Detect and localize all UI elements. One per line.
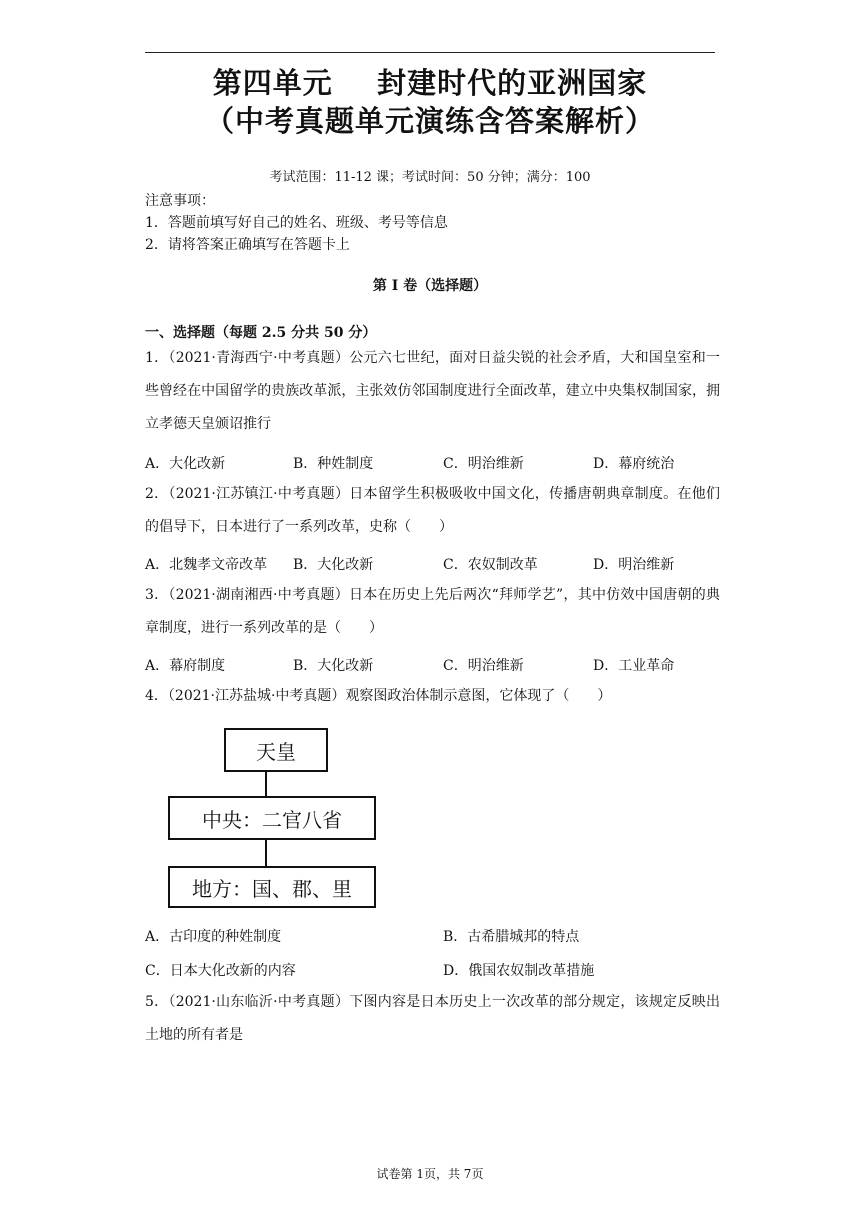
question-5: 5．（2021·山东临沂·中考真题）下图内容是日本历史上一次改革的部分规定，该规定反映出土地的所有者是: [145, 994, 720, 1043]
option-d[interactable]: D．俄国农奴制改革措施: [443, 963, 595, 979]
option-a[interactable]: A．幕府制度: [145, 658, 226, 674]
option-d[interactable]: D．明治维新: [593, 557, 675, 573]
exam-info: 考试范围：11-12 课；考试时间：50 分钟；满分：100: [269, 170, 591, 185]
page-title-line1: 第四单元 封建时代的亚洲国家: [212, 66, 648, 100]
section-heading: 一、选择题（每题 2.5 分共 50 分）: [145, 325, 377, 341]
option-a[interactable]: A．古印度的种姓制度: [145, 929, 282, 945]
question-2: 2．（2021·江苏镇江·中考真题）日本留学生积极吸收中国文化，传播唐朝典章制度。在他们的倡导下，日本进行了一系列改革，史称（ ）: [145, 486, 720, 535]
option-c[interactable]: C．明治维新: [443, 456, 524, 472]
question-1: 1．（2021·青海西宁·中考真题）公元六七世纪，面对日益尖锐的社会矛盾，大和国皇室和一些曾经在中国留学的贵族改革派，主张效仿邻国制度进行全面改革，建立中央集权制国家，拥立孝德天皇颁诏推行: [145, 350, 720, 432]
option-b[interactable]: B．种姓制度: [293, 456, 374, 472]
option-c[interactable]: C．农奴制改革: [443, 557, 538, 573]
notes-item: 1．答题前填写好自己的姓名、班级、考号等信息: [145, 215, 448, 231]
question-2-options: [145, 554, 720, 576]
notes-section: [145, 190, 725, 256]
option-a[interactable]: A．北魏孝文帝改革: [145, 557, 268, 573]
top-rule: [145, 52, 715, 53]
question-3: 3．（2021·湖南湘西·中考真题）日本在历史上先后两次“拜师学艺”，其中仿效中国唐朝的典章制度，进行一系列改革的是（ ）: [145, 587, 720, 636]
option-a[interactable]: A．大化改新: [145, 456, 226, 472]
diagram-box-central: 中央：二官八省: [168, 796, 376, 840]
political-system-diagram: [160, 720, 380, 910]
option-c[interactable]: C．日本大化改新的内容: [145, 963, 296, 979]
question-3-options: [145, 655, 720, 677]
option-b[interactable]: B．大化改新: [293, 557, 374, 573]
question-4-options-row2: [145, 960, 720, 982]
diagram-box-emperor: 天皇: [224, 728, 328, 772]
notes-heading: 注意事项：: [145, 193, 215, 209]
diagram-box-local: 地方：国、郡、里: [168, 866, 376, 908]
diagram-connector: [265, 840, 267, 866]
part-heading: 第 I 卷（选择题）: [372, 278, 488, 294]
page-footer: 试卷第 1页，共 7页: [376, 1167, 484, 1181]
option-b[interactable]: B．古希腊城邦的特点: [443, 929, 580, 945]
page-title-line2: （中考真题单元演练含答案解析）: [204, 104, 655, 138]
option-b[interactable]: B．大化改新: [293, 658, 374, 674]
question-4-options-row1: [145, 926, 720, 948]
option-c[interactable]: C．明治维新: [443, 658, 524, 674]
notes-item: 2．请将答案正确填写在答题卡上: [145, 237, 350, 253]
question-1-options: [145, 453, 720, 475]
option-d[interactable]: D．幕府统治: [593, 456, 675, 472]
question-4: 4．（2021·江苏盐城·中考真题）观察图政治体制示意图，它体现了（ ）: [145, 688, 612, 704]
diagram-connector: [265, 772, 267, 796]
option-d[interactable]: D．工业革命: [593, 658, 675, 674]
